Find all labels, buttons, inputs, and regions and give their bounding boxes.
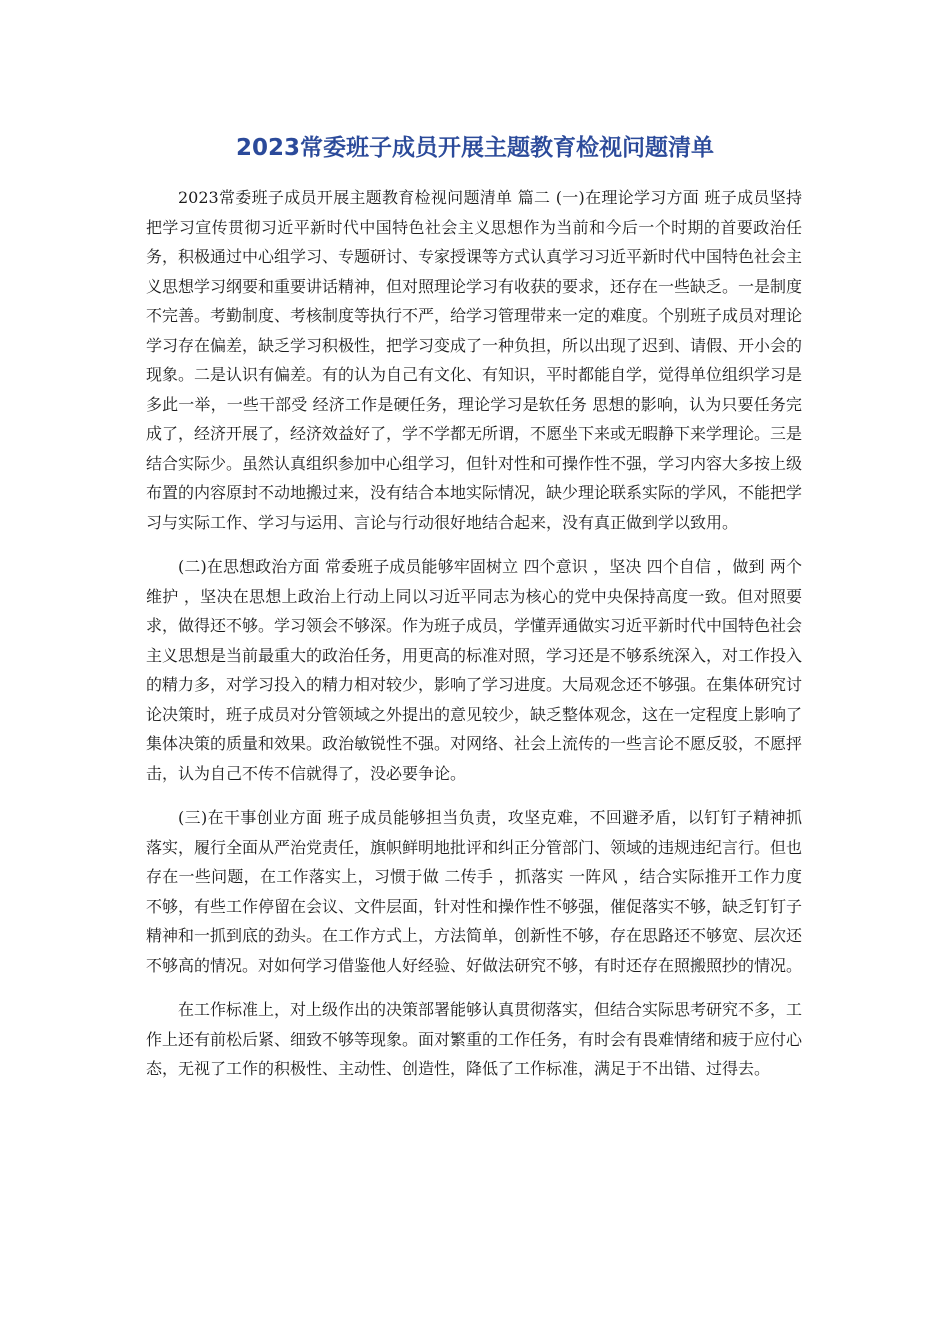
paragraph-work-standards: 在工作标准上，对上级作出的决策部署能够认真贯彻落实，但结合实际思考研究不多，工作上还有前松后紧、细致不够等现象。面对繁重的工作任务，有时会有畏难情绪和疲于应付心态，无视了工作的积极性、主动性、创造性，降低了工作标准，满足于不出错、过得去。 xyxy=(146,1000,803,1078)
document-title: 2023常委班子成员开展主题教育检视问题清单 xyxy=(235,135,714,161)
paragraph-theory-study: 2023常委班子成员开展主题教育检视问题清单 篇二 (一)在理论学习方面 班子成员坚持把学习宣传贯彻习近平新时代中国特色社会主义思想作为当前和今后一个时期的首要政治任务，积极通过中心组学习、专题研讨、专家授课等方式认真学习习近平新时代中国特色社会主义思想学习纲要和重要讲话精神，但对照理论学习有收获的要求，还存在一些缺乏。一是制度不完善。考勤制度、考核制度等执行不严，给学习管理带来一定的难度。个别班子成员对理论学习存在偏差，缺乏学习积极性，把学习变成了一种负担，所以出现了迟到、请假、开小会的现象。二是认识有偏差。有的认为自己有文化、有知识，平时都能自学，觉得单位组织学习是多此一举，一些干部受 经济工作是硬任务，理论学习是软任务 思想的影响，认为只要任务完成了，经济开展了，经济效益好了，学不学都无所谓，不愿坐下来或无暇静下来学理论。三是结合实际少。虽然认真组织参加中心组学习，但针对性和可操作性不强，学习内容大多按上级布置的内容原封不动地搬过来，没有结合本地实际情况，缺少理论联系实际的学风，不能把学习与实际工作、学习与运用、言论与行动很好地结合起来，没有真正做到学以致用。 xyxy=(146,188,803,532)
document-body xyxy=(146,183,802,1099)
paragraph-political-thought: (二)在思想政治方面 常委班子成员能够牢固树立 四个意识 ，坚决 四个自信 ，做到 两个维护 ，坚决在思想上政治上行动上同以习近平同志为核心的党中央保持高度一致。但对照要求，做得还不够。学习领会不够深。作为班子成员，学懂弄通做实习近平新时代中国特色社会主义思想是当前最重大的政治任务，用更高的标准对照，学习还是不够系统深入，对工作投入的精力多，对学习投入的精力相对较少，影响了学习进度。大局观念还不够强。在集体研究讨论决策时，班子成员对分管领域之外提出的意见较少，缺乏整体观念，这在一定程度上影响了集体决策的质量和效果。政治敏锐性不强。对网络、社会上流传的一些言论不愿反驳，不愿抨击，认为自己不传不信就得了，没必要争论。 xyxy=(146,557,803,783)
paragraph-career-work: (三)在干事创业方面 班子成员能够担当负责，攻坚克难，不回避矛盾，以钉钉子精神抓落实，履行全面从严治党责任，旗帜鲜明地批评和纠正分管部门、领域的违规违纪言行。但也存在一些问题，在工作落实上，习惯于做 二传手 ，抓落实 一阵风 ，结合实际推开工作力度不够，有些工作停留在会议、文件层面，针对性和操作性不够强，催促落实不够，缺乏钉钉子精神和一抓到底的劲头。在工作方式上，方法简单，创新性不够，存在思路还不够宽、层次还不够高的情况。对如何学习借鉴他人好经验、好做法研究不够，有时还存在照搬照抄的情况。 xyxy=(146,808,803,975)
